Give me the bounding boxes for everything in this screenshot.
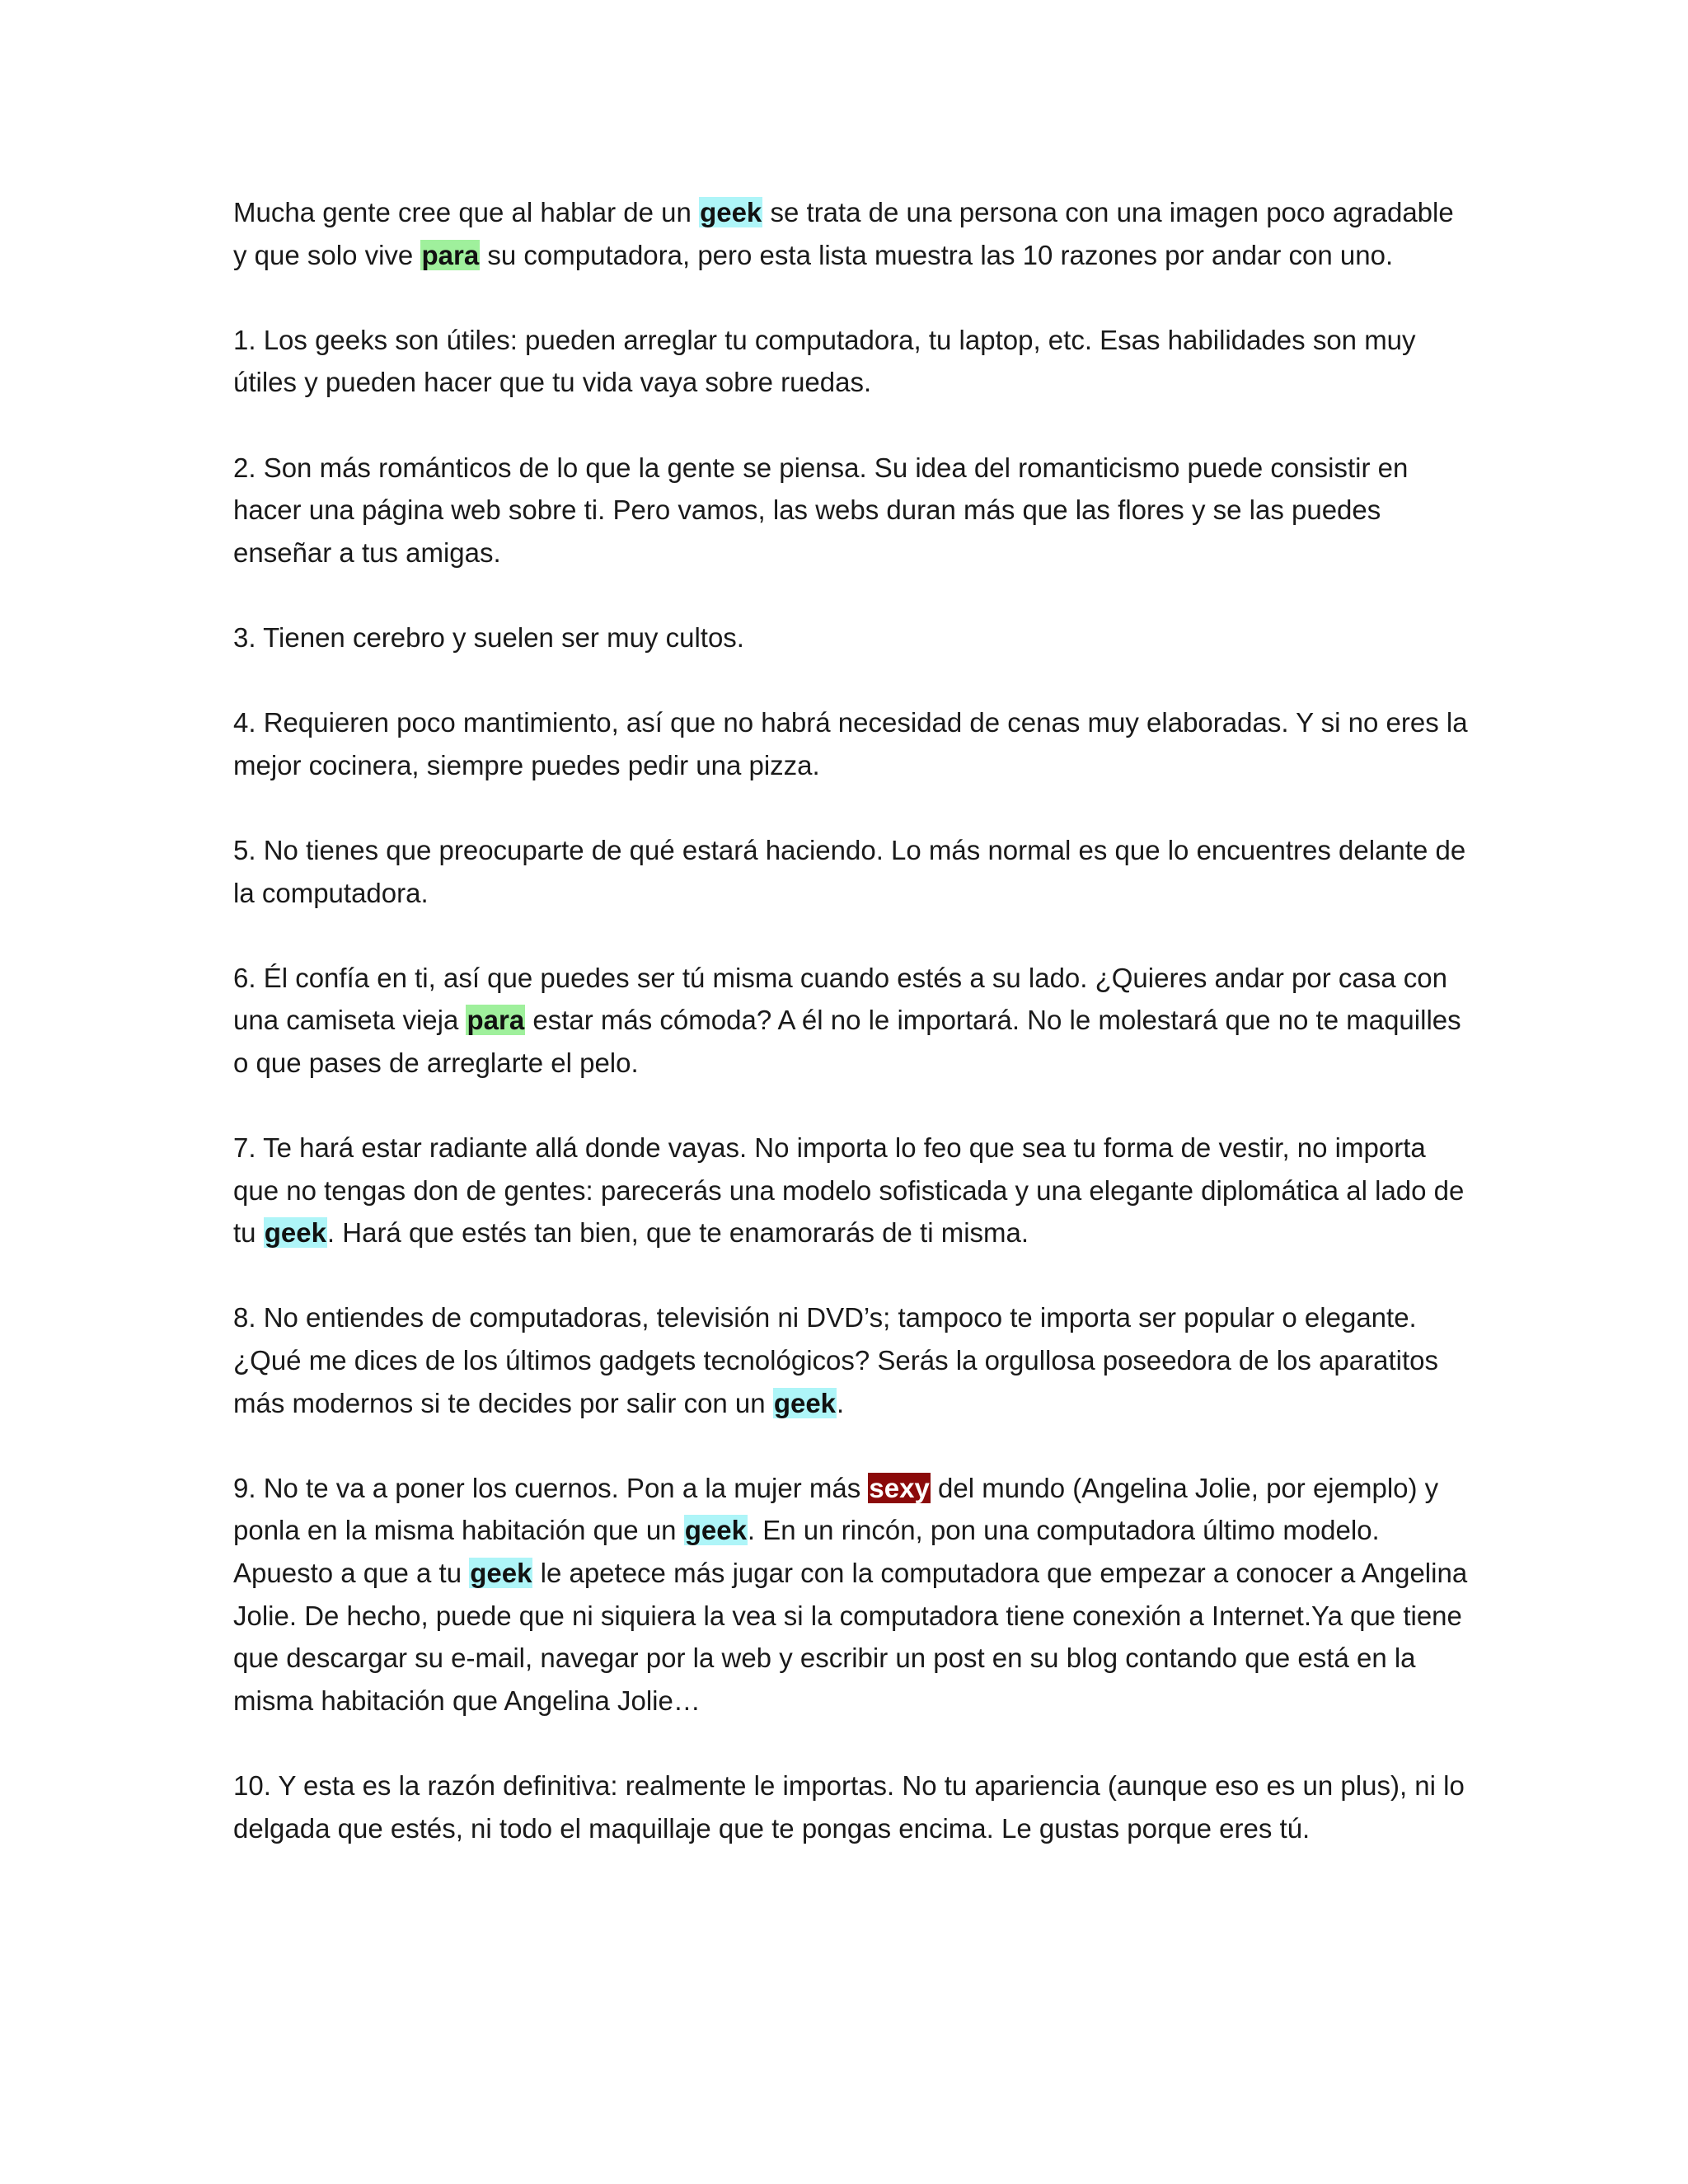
paragraph-reason-2 xyxy=(233,447,1470,574)
highlighted-term-geek: geek xyxy=(700,197,762,227)
paragraph-reason-9 xyxy=(233,1467,1470,1722)
text-run: 6. Él confía en ti, así que puedes ser tú misma cuando estés a su lado. ¿Quieres andar por casa con una camiseta vieja xyxy=(233,962,1447,1036)
paragraph-intro xyxy=(233,191,1470,276)
paragraph-reason-6 xyxy=(233,957,1470,1085)
highlighted-term-geek: geek xyxy=(264,1217,326,1249)
highlighted-term-geek: geek xyxy=(773,1387,837,1418)
text-run: 10. Y esta es la razón definitiva: realmente le importas. No tu apariencia (aunque eso es un plus), ni lo delgada que estés, ni todo el maquillaje que te pongas encima. Le gustas porque eres tú. xyxy=(233,1769,1465,1844)
paragraph-reason-3 xyxy=(233,616,1470,659)
paragraph-reason-1 xyxy=(233,319,1470,404)
text-run: 8. No entiendes de computadoras, televisión ni DVD’s; tampoco te importa ser popular o elegante. ¿Qué me dices de los últimos gadgets tecnológicos? Serás la orgullosa poseedora de los aparatitos más modernos si te decides por salir con un xyxy=(233,1302,1439,1418)
text-run: . En un rincón, pon una computadora último modelo. Apuesto a que a tu xyxy=(233,1515,1380,1588)
text-run: se trata de una persona con una imagen poco agradable y que solo vive xyxy=(233,197,1454,270)
document-body xyxy=(233,191,1470,1849)
text-run: le apetece más jugar con la computadora que empezar a conocer a Angelina Jolie. De hecho, puede que ni siquiera la vea si la computadora tiene conexión a Internet.Ya que tiene que descargar su e-mail, navegar por la web y escribir un post en su blog contando que está en la misma habitación que Angelina Jolie… xyxy=(233,1558,1468,1716)
text-run: 1. Los geeks son útiles: pueden arreglar tu computadora, tu laptop, etc. Esas habilidades son muy útiles y pueden hacer que tu vida vaya sobre ruedas. xyxy=(233,324,1416,398)
highlighted-term-sexy: sexy xyxy=(869,1472,930,1503)
text-run: Mucha gente cree que al hablar de un xyxy=(233,197,700,227)
paragraph-reason-8 xyxy=(233,1296,1470,1424)
highlighted-term-para: para xyxy=(421,239,480,270)
text-run: 2. Son más románticos de lo que la gente se piensa. Su idea del romanticismo puede consistir en hacer una página web sobre ti. Pero vamos, las webs duran más que las flores y se las puedes enseñar a tus amigas. xyxy=(233,452,1409,568)
highlighted-term-geek: geek xyxy=(470,1558,532,1588)
text-run: del mundo (Angelina Jolie, por ejemplo) y ponla en la misma habitación que un xyxy=(233,1472,1439,1546)
text-run: . Hará que estés tan bien, que te enamorarás de ti misma. xyxy=(326,1217,1029,1249)
highlighted-term-geek: geek xyxy=(684,1515,747,1546)
text-run: 7. Te hará estar radiante allá donde vayas. No importa lo feo que sea tu forma de vestir, no importa que no tengas don de gentes: parecerás una modelo sofisticada y una elegante diplomática al lado de tu xyxy=(233,1132,1465,1249)
paragraph-reason-5 xyxy=(233,829,1470,914)
text-run: 3. Tienen cerebro y suelen ser muy cultos. xyxy=(233,621,744,653)
paragraph-reason-10 xyxy=(233,1765,1470,1849)
paragraph-reason-4 xyxy=(233,701,1470,786)
text-run: . xyxy=(837,1387,845,1418)
text-run: 4. Requieren poco mantimiento, así que no habrá necesidad de cenas muy elaboradas. Y si no eres la mejor cocinera, siempre puedes pedir una pizza. xyxy=(233,707,1468,780)
text-run: 9. No te va a poner los cuernos. Pon a la mujer más xyxy=(233,1472,869,1503)
paragraph-reason-7 xyxy=(233,1127,1470,1254)
text-run: estar más cómoda? A él no le importará. No le molestará que no te maquilles o que pases de arreglarte el pelo. xyxy=(233,1005,1461,1078)
text-run: 5. No tienes que preocuparte de qué estará haciendo. Lo más normal es que lo encuentres delante de la computadora. xyxy=(233,834,1466,908)
text-run: su computadora, pero esta lista muestra las 10 razones por andar con uno. xyxy=(480,239,1394,270)
highlighted-term-para: para xyxy=(467,1005,525,1036)
